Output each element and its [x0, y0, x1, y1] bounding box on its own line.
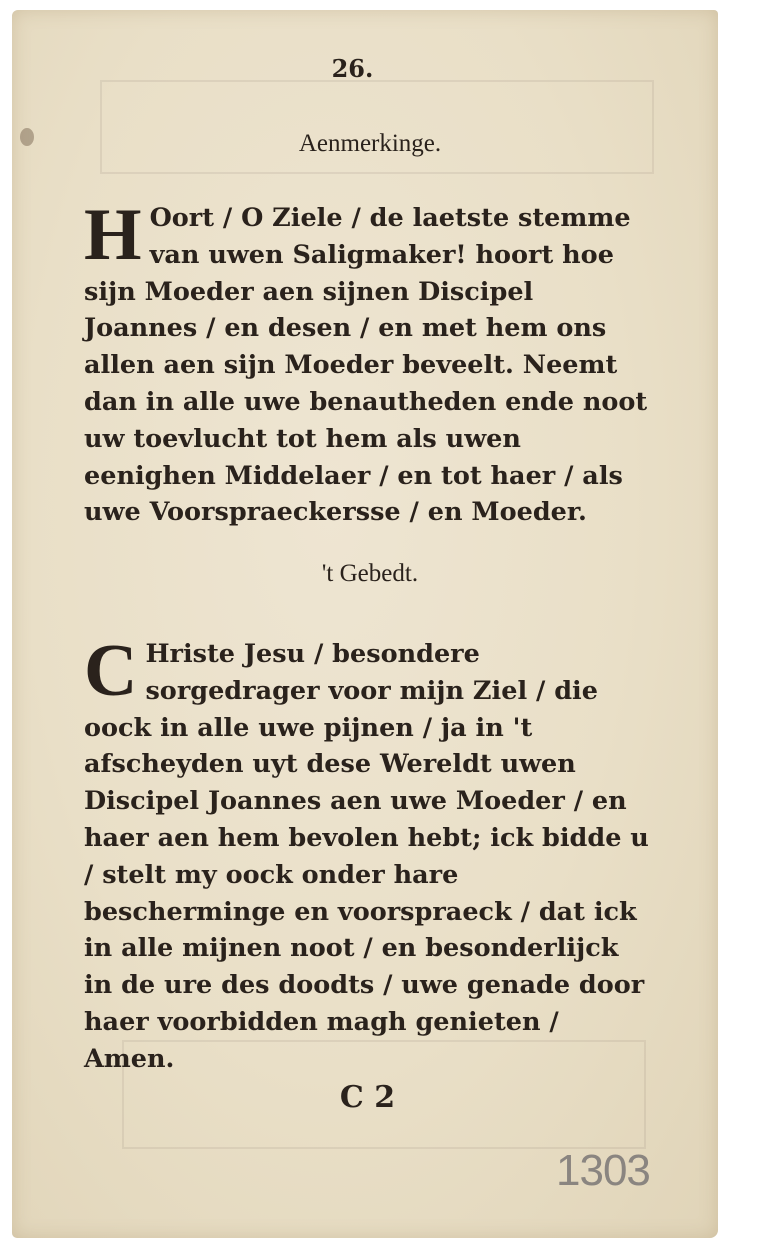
heading-gebedt: 't Gebedt. [321, 560, 419, 587]
show-through-frame-top [100, 80, 654, 174]
paragraph-aenmerkinge [84, 194, 654, 531]
paragraph-gebedt [84, 630, 654, 1078]
heading-aenmerkinge: Aenmerkinge. [298, 130, 442, 157]
pencil-inventory-number: 1303 [556, 1146, 650, 1195]
drop-cap-h: H [84, 194, 142, 276]
page-number: 26. [331, 54, 374, 83]
drop-cap-c: C [84, 630, 138, 712]
paragraph-aenmerkinge-text: Oort / O Ziele / de laetste stemme van uwen Saligmaker! hoort hoe sijn Moeder aen sijnen Discipel Joannes / en desen / en met hem ons allen aen sijn Moeder beveelt. Neemt dan in alle uwe benautheden ende noot uw toevlucht tot hem als uwen eenighen Middelaer / en tot haer / als uwe Voorspraeckersse / en Moeder. [84, 203, 648, 528]
paragraph-gebedt-text: Hriste Jesu / besondere sorgedrager voor mijn Ziel / die oock in alle uwe pijnen / ja in 't afscheyden uyt dese Wereldt uwen Discipel Joannes aen uwe Moeder / en haer aen hem bevolen hebt; ick bidde u / stelt my oock onder hare bescherminge en voorspraeck / dat ick in alle mijnen noot / en besonderlijck in de ure des doodts / uwe genade door haer voorbidden magh genieten / Amen. [84, 639, 649, 1074]
signature-mark: C 2 [339, 1080, 396, 1115]
